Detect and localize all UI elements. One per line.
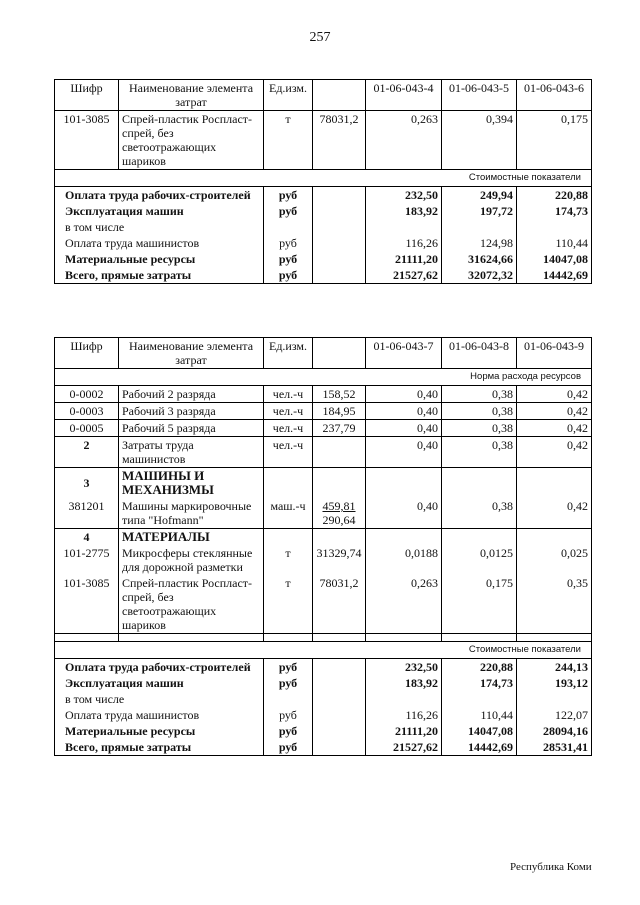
cost-price	[313, 251, 366, 267]
cost-name: Оплата труда рабочих-строителей	[55, 659, 264, 676]
row-code: 381201	[55, 498, 119, 529]
cost-rows	[55, 659, 592, 756]
header-price	[313, 80, 366, 111]
cost-row	[55, 235, 592, 251]
cost-row	[55, 739, 592, 756]
cost-row	[55, 187, 592, 204]
section-title: МАТЕРИАЛЫ	[119, 529, 264, 546]
row-unit: т	[264, 545, 313, 575]
row-col2: 0,0125	[442, 545, 517, 575]
row-col3: 0,42	[517, 403, 592, 420]
cost-col1: 116,26	[366, 235, 442, 251]
section-code: 4	[55, 529, 119, 546]
cost-unit: руб	[264, 675, 313, 691]
cost-unit: руб	[264, 187, 313, 204]
row-price	[313, 498, 366, 529]
cost-col3: 244,13	[517, 659, 592, 676]
cost-col2: 197,72	[442, 203, 517, 219]
cost-col2: 124,98	[442, 235, 517, 251]
row-price: 78031,2	[313, 575, 366, 634]
cost-row	[55, 203, 592, 219]
cost-price	[313, 739, 366, 756]
header-price	[313, 338, 366, 369]
labor-rows	[55, 386, 592, 437]
cost-name: Материальные ресурсы	[55, 723, 264, 739]
cost-col1: 232,50	[366, 659, 442, 676]
page-number: 257	[309, 30, 331, 45]
cost-name: Эксплуатация машин	[55, 203, 264, 219]
row-col3: 0,42	[517, 437, 592, 468]
cost-row	[55, 251, 592, 267]
header-unit: Ед.изм.	[264, 338, 313, 369]
row-code: 101-3085	[55, 111, 119, 170]
row-price: 237,79	[313, 420, 366, 437]
row-unit: чел.-ч	[264, 420, 313, 437]
header-unit: Ед.изм.	[264, 80, 313, 111]
row-col3: 0,42	[517, 420, 592, 437]
cost-col2	[442, 219, 517, 235]
row-code: 0-0002	[55, 386, 119, 403]
cost-col1: 232,50	[366, 187, 442, 204]
cost-name: Оплата труда рабочих-строителей	[55, 187, 264, 204]
cost-col3	[517, 219, 592, 235]
cost-name: Всего, прямые затраты	[55, 739, 264, 756]
cost-name: в том числе	[55, 219, 264, 235]
table-row	[55, 437, 592, 468]
row-price: 31329,74	[313, 545, 366, 575]
row-code: 101-3085	[55, 575, 119, 634]
row-col3: 0,42	[517, 498, 592, 529]
row-col2: 0,38	[442, 403, 517, 420]
cost-name: Материальные ресурсы	[55, 251, 264, 267]
cost-price	[313, 267, 366, 284]
cost-row	[55, 267, 592, 284]
cost-col3: 174,73	[517, 203, 592, 219]
row-col2: 0,38	[442, 420, 517, 437]
section-code: 3	[55, 468, 119, 499]
header-col2: 01-06-043-8	[442, 338, 517, 369]
row-unit: маш.-ч	[264, 498, 313, 529]
cost-table-1	[54, 79, 592, 284]
row-col1: 0,0188	[366, 545, 442, 575]
row-col1: 0,40	[366, 437, 442, 468]
row-name: Рабочий 5 разряда	[119, 420, 264, 437]
row-code: 0-0005	[55, 420, 119, 437]
header-col1: 01-06-043-7	[366, 338, 442, 369]
cost-col2: 14047,08	[442, 723, 517, 739]
header-name: Наименование элемента затрат	[119, 80, 264, 111]
cost-row	[55, 675, 592, 691]
cost-col1: 21527,62	[366, 739, 442, 756]
cost-col1: 183,92	[366, 203, 442, 219]
cost-unit	[264, 691, 313, 707]
cost-col3: 220,88	[517, 187, 592, 204]
row-col3: 0,025	[517, 545, 592, 575]
subheader-row	[55, 369, 592, 386]
row-unit: чел.-ч	[264, 437, 313, 468]
cost-unit: руб	[264, 739, 313, 756]
cost-row	[55, 659, 592, 676]
row-col1: 0,40	[366, 386, 442, 403]
cost-col3	[517, 691, 592, 707]
row-col2: 0,38	[442, 386, 517, 403]
cost-col2: 249,94	[442, 187, 517, 204]
row-code: 101-2775	[55, 545, 119, 575]
subheader-norm: Норма расхода ресурсов	[55, 369, 592, 386]
cost-col1: 21111,20	[366, 723, 442, 739]
row-col2: 0,38	[442, 498, 517, 529]
header-col3: 01-06-043-6	[517, 80, 592, 111]
row-code: 0-0003	[55, 403, 119, 420]
cost-price	[313, 219, 366, 235]
row-col3: 0,175	[517, 111, 592, 170]
footer-region: Республика Коми	[510, 861, 592, 873]
cost-col1	[366, 691, 442, 707]
row-name: Рабочий 3 разряда	[119, 403, 264, 420]
cost-price	[313, 187, 366, 204]
table-row	[55, 420, 592, 437]
table-row	[55, 545, 592, 575]
section-title: МАШИНЫ И МЕХАНИЗМЫ	[119, 468, 264, 499]
table-row	[55, 575, 592, 634]
machine-price-2: 290,64	[322, 513, 356, 527]
cost-price	[313, 675, 366, 691]
row-unit: т	[264, 111, 313, 170]
header-name: Наименование элемента затрат	[119, 338, 264, 369]
section-row	[55, 468, 592, 499]
cost-price	[313, 707, 366, 723]
cost-row	[55, 707, 592, 723]
cost-col1: 183,92	[366, 675, 442, 691]
machine-price-1: 459,81	[322, 499, 356, 513]
cost-col3: 28531,41	[517, 739, 592, 756]
row-price	[313, 437, 366, 468]
cost-col3: 122,07	[517, 707, 592, 723]
table-row	[55, 403, 592, 420]
row-col2: 0,394	[442, 111, 517, 170]
spacer-row	[55, 634, 592, 642]
row-col3: 0,42	[517, 386, 592, 403]
cost-col3: 14047,08	[517, 251, 592, 267]
cost-unit: руб	[264, 659, 313, 676]
row-unit: т	[264, 575, 313, 634]
table-row	[55, 498, 592, 529]
row-col3: 0,35	[517, 575, 592, 634]
header-col3: 01-06-043-9	[517, 338, 592, 369]
row-price: 184,95	[313, 403, 366, 420]
cost-col3: 14442,69	[517, 267, 592, 284]
cost-price	[313, 235, 366, 251]
subheader-row	[55, 170, 592, 187]
cost-table-2	[54, 337, 592, 756]
cost-unit: руб	[264, 723, 313, 739]
cost-unit: руб	[264, 235, 313, 251]
row-col1: 0,263	[366, 575, 442, 634]
cost-col3: 193,12	[517, 675, 592, 691]
cost-name: в том числе	[55, 691, 264, 707]
cost-unit: руб	[264, 203, 313, 219]
cost-price	[313, 723, 366, 739]
cost-price	[313, 203, 366, 219]
header-code: Шифр	[55, 80, 119, 111]
section-row	[55, 529, 592, 546]
row-name: Рабочий 2 разряда	[119, 386, 264, 403]
table-row	[55, 386, 592, 403]
cost-col3: 28094,16	[517, 723, 592, 739]
table-header-row	[55, 80, 592, 111]
cost-row	[55, 219, 592, 235]
cost-col1: 21111,20	[366, 251, 442, 267]
row-name: Машины маркировочные типа "Hofmann"	[119, 498, 264, 529]
cost-unit: руб	[264, 251, 313, 267]
row-name: Спрей-пластик Роспласт-спрей, без светоотражающих шариков	[119, 575, 264, 634]
cost-price	[313, 659, 366, 676]
cost-col1: 21527,62	[366, 267, 442, 284]
subheader-cost: Стоимостные показатели	[55, 170, 592, 187]
table-header-row	[55, 338, 592, 369]
row-col1: 0,263	[366, 111, 442, 170]
row-name: Спрей-пластик Роспласт-спрей, без светоотражающих шариков	[119, 111, 264, 170]
row-col2: 0,38	[442, 437, 517, 468]
cost-col2	[442, 691, 517, 707]
cost-col2: 220,88	[442, 659, 517, 676]
cost-col2: 14442,69	[442, 739, 517, 756]
cost-col2: 31624,66	[442, 251, 517, 267]
table-row	[55, 111, 592, 170]
cost-name: Оплата труда машинистов	[55, 707, 264, 723]
material-rows	[55, 545, 592, 634]
cost-col2: 110,44	[442, 707, 517, 723]
cost-col2: 32072,32	[442, 267, 517, 284]
row-unit: чел.-ч	[264, 386, 313, 403]
cost-unit	[264, 219, 313, 235]
cost-rows	[55, 187, 592, 284]
cost-col2: 174,73	[442, 675, 517, 691]
row-col1: 0,40	[366, 420, 442, 437]
row-price: 78031,2	[313, 111, 366, 170]
cost-name: Оплата труда машинистов	[55, 235, 264, 251]
row-unit: чел.-ч	[264, 403, 313, 420]
header-col2: 01-06-043-5	[442, 80, 517, 111]
header-col1: 01-06-043-4	[366, 80, 442, 111]
row-col2: 0,175	[442, 575, 517, 634]
cost-row	[55, 723, 592, 739]
row-price: 158,52	[313, 386, 366, 403]
cost-col3: 110,44	[517, 235, 592, 251]
row-name: Затраты труда машинистов	[119, 437, 264, 468]
subheader-row	[55, 642, 592, 659]
cost-name: Эксплуатация машин	[55, 675, 264, 691]
header-code: Шифр	[55, 338, 119, 369]
row-name: Микросферы стеклянные для дорожной разметки	[119, 545, 264, 575]
cost-unit: руб	[264, 267, 313, 284]
cost-price	[313, 691, 366, 707]
cost-unit: руб	[264, 707, 313, 723]
row-code: 2	[55, 437, 119, 468]
row-col1: 0,40	[366, 403, 442, 420]
subheader-cost: Стоимостные показатели	[55, 642, 592, 659]
cost-col1: 116,26	[366, 707, 442, 723]
row-col1: 0,40	[366, 498, 442, 529]
cost-name: Всего, прямые затраты	[55, 267, 264, 284]
cost-col1	[366, 219, 442, 235]
cost-row	[55, 691, 592, 707]
